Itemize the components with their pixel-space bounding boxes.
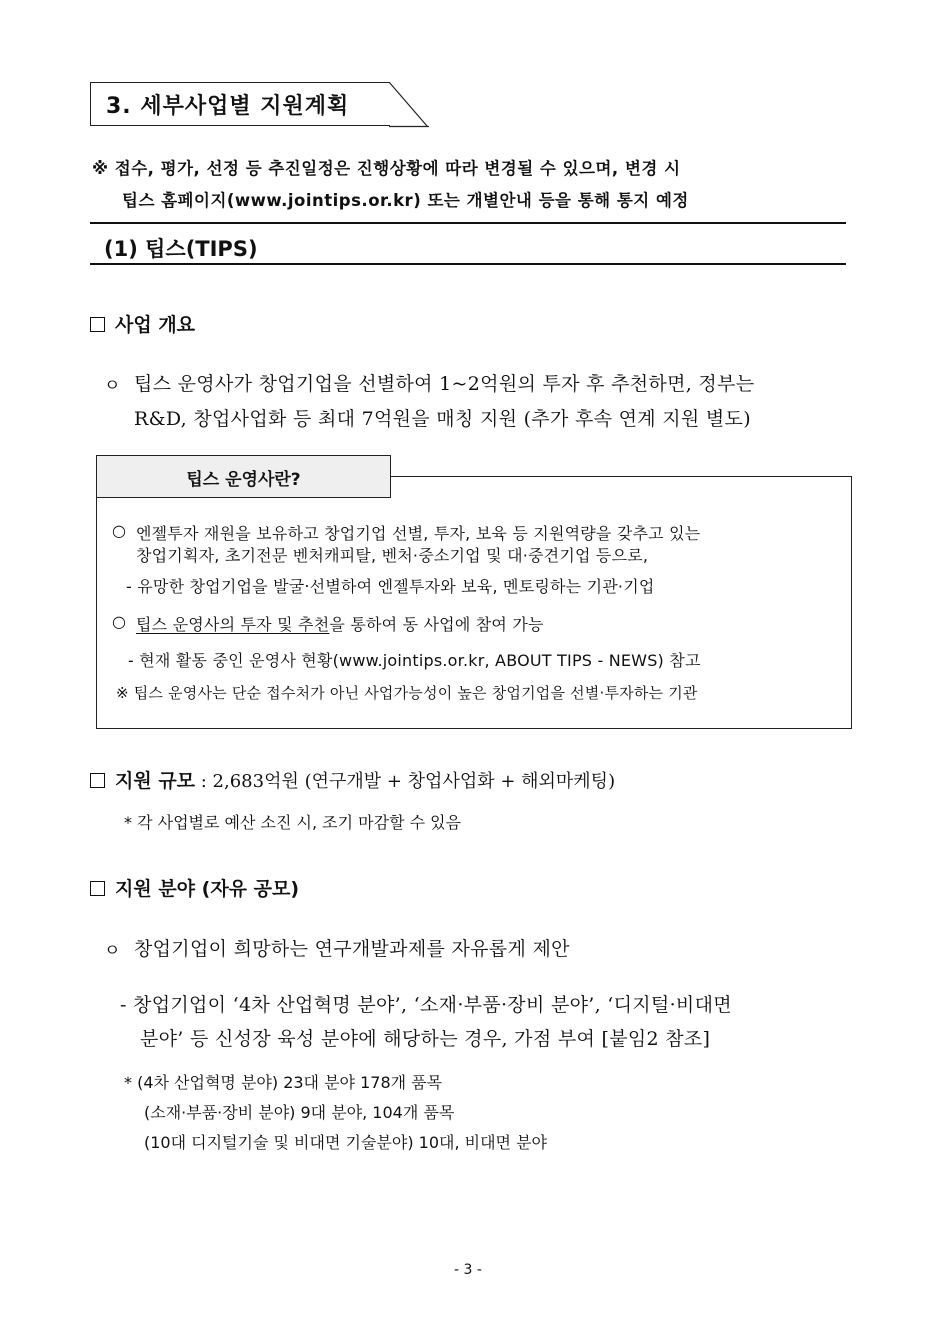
notice-line-2: 팁스 홈페이지(www.jointips.or.kr) 또는 개별안내 등을 통해 통지 예정 xyxy=(122,191,689,210)
field-bullet: 창업기업이 희망하는 연구개발과제를 자유롭게 제안 xyxy=(134,938,570,960)
info-item1-sub: - 유망한 창업기업을 발굴‧선별하여 엔젤투자와 보육, 멘토링하는 기관·기업 xyxy=(126,577,655,596)
overview-heading: 사업 개요 xyxy=(115,314,196,336)
info-item2-sub: - 현재 활동 중인 운영사 현황(www.jointips.or.kr, ABOUT TIPS - NEWS) 참고 xyxy=(128,651,701,670)
info-item2-line xyxy=(136,612,544,635)
overview-line-2: R&D, 창업사업화 등 최대 7억원을 매칭 지원 (추가 후속 연계 지원 별도) xyxy=(134,408,751,430)
field-sub-line2: 분야’ 등 신성장 육성 분야에 해당하는 경우, 가점 부여 [붙임2 참조] xyxy=(140,1028,711,1050)
field-heading: 지원 분야 (자유 공모) xyxy=(115,878,300,900)
subsection-title: (1) 팁스(TIPS) xyxy=(104,237,258,261)
field-sub-line1: - 창업기업이 ‘4차 산업혁명 분야’, ‘소재·부품·장비 분야’, ‘디지털·비대면 xyxy=(120,994,732,1016)
field-bullet-mark: ㅇ xyxy=(104,941,121,961)
field-heading-row xyxy=(90,874,299,901)
section-tab-diagonal xyxy=(389,82,429,128)
section-title: 3. 세부사업별 지원계획 xyxy=(106,94,350,119)
checkbox-square-icon xyxy=(90,317,105,332)
scale-row xyxy=(90,766,615,793)
checkbox-square-icon xyxy=(90,773,105,788)
info-item1-line2: 창업기획자, 초기전문 벤처캐피탈, 벤처·중소기업 및 대·중견기업 등으로, xyxy=(136,546,649,565)
info-item2-underlined: 팁스 운영사의 투자 및 추천 xyxy=(136,615,330,634)
info-item2-mark: ○ xyxy=(112,612,127,631)
notice-line-1: ※ 접수, 평가, 선정 등 추진일정은 진행상황에 따라 변경될 수 있으며, 변경 시 xyxy=(92,159,681,178)
info-item1-mark: ○ xyxy=(112,521,127,540)
scale-heading: 지원 규모 xyxy=(115,770,196,792)
overview-bullet-mark: ㅇ xyxy=(104,376,121,396)
info-item1-line1: 엔젤투자 재원을 보유하고 창업기업 선별, 투자, 보육 등 지원역량을 갖추고 있는 xyxy=(136,524,701,543)
scale-note: * 각 사업별로 예산 소진 시, 조기 마감할 수 있음 xyxy=(124,813,462,832)
scale-value: : 2,683억원 (연구개발 + 창업사업화 + 해외마케팅) xyxy=(195,771,616,792)
info-item2-rest: 을 통하여 동 사업에 참여 가능 xyxy=(329,615,544,634)
field-note-line2: (소재·부품·장비 분야) 9대 분야, 104개 품목 xyxy=(144,1103,455,1122)
page-number: - 3 - xyxy=(454,1262,482,1278)
subsection-top-rule xyxy=(90,222,846,224)
overview-heading-row xyxy=(90,310,195,337)
field-note-line1: * (4차 산업혁명 분야) 23대 분야 178개 품목 xyxy=(124,1073,443,1092)
field-note-line3: (10대 디지털기술 및 비대면 기술분야) 10대, 비대면 분야 xyxy=(144,1133,548,1152)
subsection-bottom-rule xyxy=(90,263,846,265)
overview-line-1: 팁스 운영사가 창업기업을 선별하여 1~2억원의 투자 후 추천하면, 정부는 xyxy=(134,373,755,395)
info-box-label-text: 팁스 운영사란? xyxy=(186,470,301,490)
info-note: ※ 팁스 운영사는 단순 접수처가 아닌 사업가능성이 높은 창업기업을 선별·투자하는 기관 xyxy=(116,684,698,702)
checkbox-square-icon xyxy=(90,881,105,896)
